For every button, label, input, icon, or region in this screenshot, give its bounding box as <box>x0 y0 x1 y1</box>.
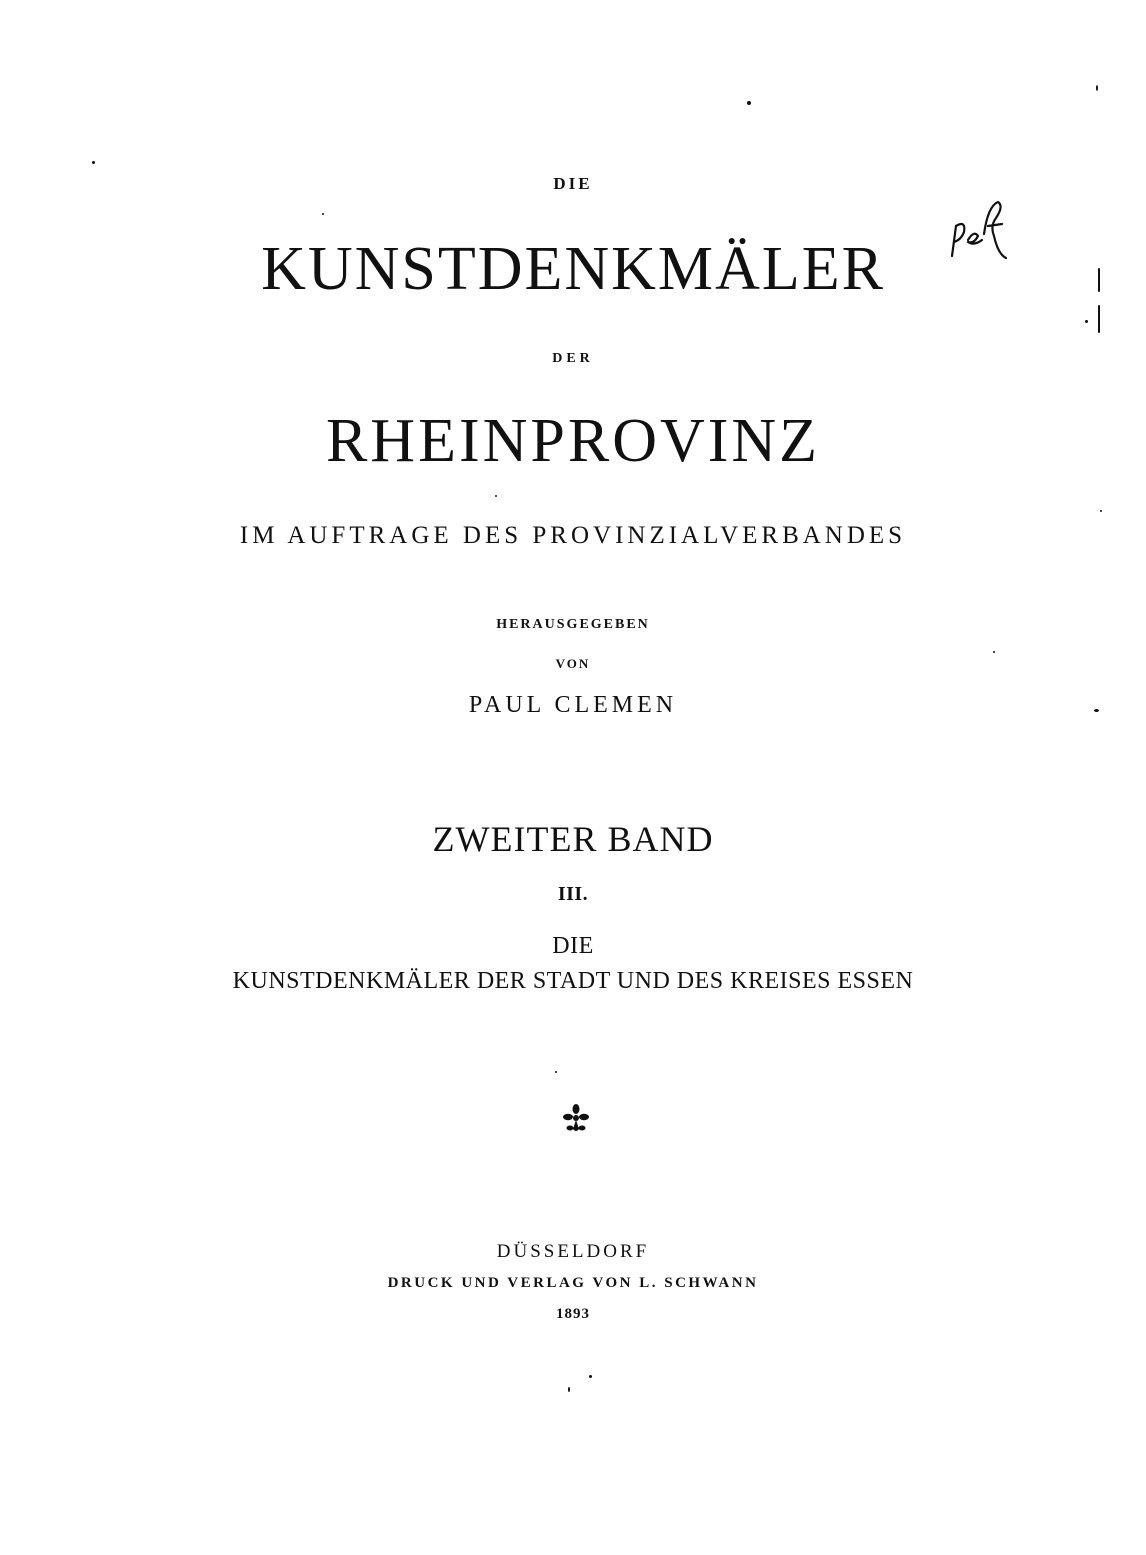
editor-name: PAUL CLEMEN <box>468 692 678 718</box>
publication-year: 1893 <box>556 1306 590 1322</box>
title-die: DIE <box>553 174 593 193</box>
scan-speck <box>1100 510 1102 512</box>
publisher-line: DRUCK UND VERLAG VON L. SCHWANN <box>387 1275 759 1291</box>
scan-speck <box>747 101 751 105</box>
scan-speck <box>1094 709 1099 712</box>
scan-speck <box>555 1071 557 1073</box>
scan-speck <box>322 213 324 215</box>
by-label: VON <box>555 656 591 671</box>
part-title: KUNSTDENKMÄLER DER STADT UND DES KREISES ESSEN <box>232 968 914 994</box>
fleuron-icon <box>563 1103 589 1135</box>
scan-speck <box>92 161 95 164</box>
scan-speck <box>1096 85 1098 91</box>
publication-place: DÜSSELDORF <box>496 1241 650 1262</box>
volume-title: ZWEITER BAND <box>432 819 714 859</box>
region-title: RHEINPROVINZ <box>325 407 821 475</box>
scan-speck <box>589 1375 592 1378</box>
scan-speck <box>568 1387 570 1392</box>
scan-speck <box>993 651 995 653</box>
scan-speck <box>1098 268 1100 292</box>
part-number: III. <box>557 883 589 905</box>
scan-speck <box>1085 320 1088 323</box>
handwritten-mark-icon <box>944 196 1014 266</box>
scan-speck <box>1098 305 1100 333</box>
part-die: DIE <box>552 933 594 959</box>
scan-speck <box>495 495 497 497</box>
title-der: DER <box>552 351 594 366</box>
edited-label: HERAUSGEGEBEN <box>496 617 650 632</box>
main-title: KUNSTDENKMÄLER <box>261 235 885 303</box>
commission-line: IM AUFTRAGE DES PROVINZIALVERBANDES <box>239 522 907 549</box>
